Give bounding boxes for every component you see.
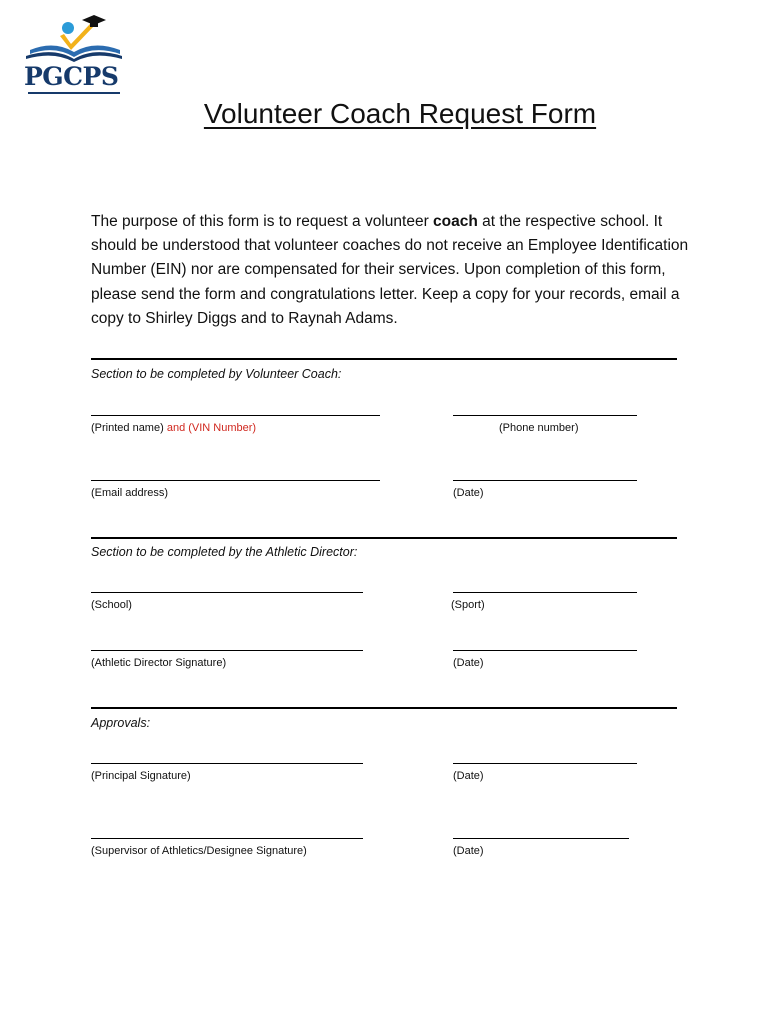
principal-signature-caption: (Principal Signature) (91, 770, 191, 782)
printed-name-field[interactable] (91, 415, 380, 416)
supervisor-date-field[interactable] (453, 838, 629, 839)
pgcps-logo (24, 14, 128, 98)
principal-date-field[interactable] (453, 763, 637, 764)
ad-date-field[interactable] (453, 650, 637, 651)
school-field[interactable] (91, 592, 363, 593)
supervisor-signature-field[interactable] (91, 838, 363, 839)
graduate-icon (24, 14, 128, 66)
sport-caption: (Sport) (451, 599, 485, 611)
intro-bold-coach: coach (433, 213, 478, 230)
principal-date-caption: (Date) (453, 770, 484, 782)
principal-signature-field[interactable] (91, 763, 363, 764)
logo-underline (28, 92, 120, 94)
intro-paragraph (91, 210, 691, 331)
logo-wordmark: PGCPS (24, 62, 119, 91)
vin-number-caption: and (VIN Number) (166, 422, 257, 434)
coach-date-caption: (Date) (453, 487, 484, 499)
intro-text-1: The purpose of this form is to request a volunteer (91, 213, 434, 230)
sport-field[interactable] (453, 592, 637, 593)
school-caption: (School) (91, 599, 132, 611)
phone-number-caption: (Phone number) (499, 422, 579, 434)
section-divider-ad (91, 537, 677, 539)
intro-text-2: at the respective school. It should be understood that volunteer coaches do not receive an Employee Identification Number (EIN) nor are compensated for their services. Upon completion of this form, please send the form and congratulations letter. Keep a copy for your records, email a copy to Shirley Diggs and to Raynah Adams. (91, 213, 689, 327)
section-divider-approvals (91, 707, 677, 709)
supervisor-date-caption: (Date) (453, 845, 484, 857)
coach-section-heading: Section to be completed by Volunteer Coach: (91, 367, 342, 381)
ad-signature-field[interactable] (91, 650, 363, 651)
page-title: Volunteer Coach Request Form (203, 98, 597, 129)
ad-signature-caption: (Athletic Director Signature) (91, 657, 227, 669)
coach-date-field[interactable] (453, 480, 637, 481)
printed-name-caption: (Printed name) and (VIN Number) (91, 422, 257, 434)
ad-date-caption: (Date) (453, 657, 484, 669)
phone-number-field[interactable] (453, 415, 637, 416)
supervisor-signature-caption: (Supervisor of Athletics/Designee Signature) (91, 845, 307, 857)
approvals-heading: Approvals: (91, 716, 151, 730)
email-address-caption: (Email address) (91, 487, 169, 499)
ad-section-heading: Section to be completed by the Athletic Director: (91, 545, 358, 559)
section-divider-coach (91, 358, 677, 360)
email-address-field[interactable] (91, 480, 380, 481)
